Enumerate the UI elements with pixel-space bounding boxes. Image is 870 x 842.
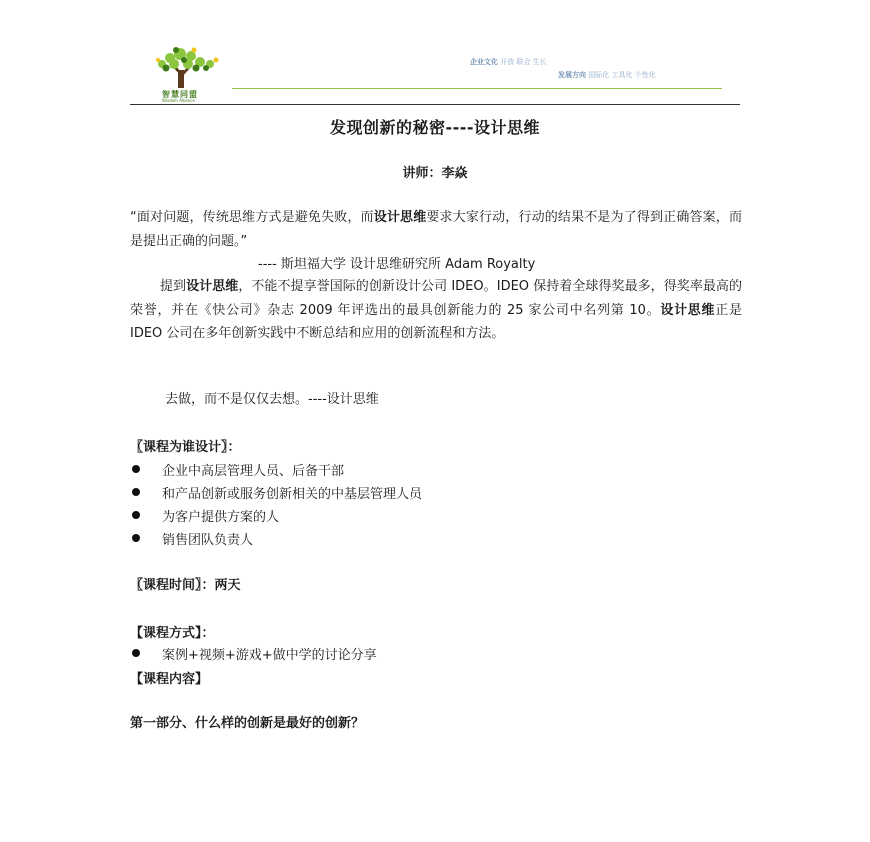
list-item-text: 案例+视频+游戏+做中学的讨论分享: [162, 648, 377, 663]
quote-attribution: ---- 斯坦福大学 设计思维研究所 Adam Royalty: [258, 257, 536, 272]
header-divider: [130, 104, 740, 105]
header-tagline-direction: [558, 70, 656, 80]
intro-text-e: 正是 IDEO 公司在多年创新实践中不断总结和应用的创新流程和方法。: [130, 302, 742, 341]
intro-keyword-1: 设计思维: [186, 279, 239, 294]
intro-paragraph: [130, 275, 742, 346]
intro-text-c: ，不能不提享誉国际的创新设计公司 IDEO。IDEO 保持着全球得奖最多，得奖率最高的荣誉，并在《快公司》杂志 2009 年评选出的最具创新能力的 25 家公司中名列第 10。: [130, 279, 742, 318]
lecturer: 讲师：李焱: [402, 166, 468, 181]
tagline-culture-items: 开放 联合 生长: [498, 58, 547, 66]
list-item-text: 为客户提供方案的人: [162, 510, 280, 525]
logo-text: 智慧同盟: [162, 90, 198, 99]
document-title: 发现创新的秘密----设计思维: [329, 118, 541, 137]
list-item-text: 销售团队负责人: [162, 533, 254, 548]
method-heading: 【课程方式】：: [130, 626, 215, 641]
intro-text-a: 提到: [160, 279, 187, 294]
quote-text-a: “面对问题，传统思维方式是避免失败，而: [130, 210, 374, 225]
intro-keyword-2: 设计思维: [660, 302, 716, 318]
bullet-icon: [132, 649, 140, 657]
wisdom-alliance-logo: [150, 46, 232, 104]
logo-subtext: Wisdom Alliance: [162, 98, 195, 103]
bullet-icon: [132, 511, 140, 519]
tagline-culture-label: 企业文化: [470, 58, 498, 66]
tree-logo-icon: [150, 46, 232, 90]
header-tagline-culture: [470, 57, 547, 67]
header-accent-line: [232, 88, 722, 89]
audience-heading: 〖课程为谁设计〗：: [130, 440, 241, 455]
content-heading: 【课程内容】: [130, 672, 209, 687]
part-one-heading: 第一部分、什么样的创新是最好的创新？: [130, 716, 365, 731]
bullet-icon: [132, 465, 140, 473]
tagline-direction-items: 国际化 工具化 个性化: [586, 71, 656, 79]
list-item-text: 企业中高层管理人员、后备干部: [162, 464, 345, 479]
quote-text-c: 要求大家行动，行动的结果不是为了得到正确答案，而是提出正确的问题。”: [130, 210, 742, 249]
bullet-icon: [132, 534, 140, 542]
quote-keyword: 设计思维: [373, 210, 427, 225]
bullet-icon: [132, 488, 140, 496]
quote-paragraph: [130, 206, 742, 253]
tagline-direction-label: 发展方向: [558, 71, 586, 79]
motto: 去做，而不是仅仅去想。----设计思维: [165, 392, 379, 407]
time-heading: 〖课程时间〗：两天: [130, 578, 241, 593]
list-item-text: 和产品创新或服务创新相关的中基层管理人员: [162, 487, 423, 502]
